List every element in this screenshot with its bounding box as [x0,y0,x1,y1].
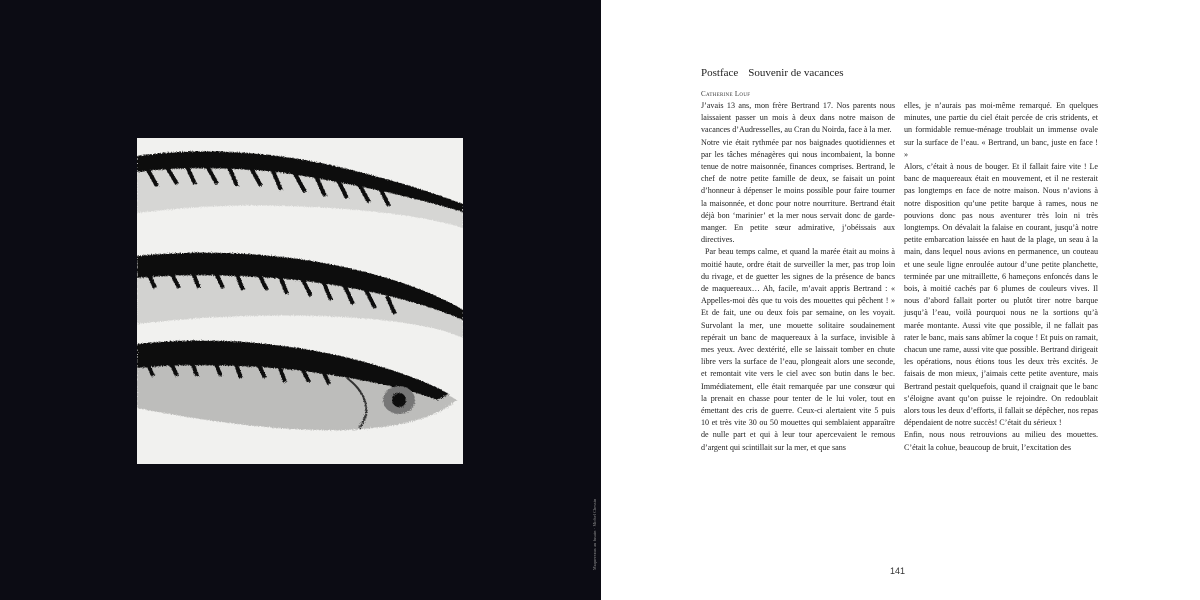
chapter-label: Postface [701,67,739,79]
mackerel-charcoal-drawing [137,138,463,464]
paragraph: Par beau temps calme, et quand la marée était au moins à moitié haute, ordre était de surveiller la mer, pas trop loin du rivage, et de guetter les signes de la présence de bancs de maquereaux… Ah, facile, m’avait appris Bertrand : « Appelles-moi dès que tu vois des mouettes qui pêchent ! » Et de fait, une ou deux fois par semaine, on les voyait. Survolant la mer, une mouette solitaire soudainement repérait un banc de maquereaux à la surface, invisible à mes yeux. Avec dextérité, elle se laissait tomber en chute libre vers la surface de l’eau, plongeait alors une seconde, et remontait vite vers le ciel avec son butin dans le bec. Immédiatement, elle était remarquée par une consœur qui la prenait en chasse pour tenter de le lui voler, tout en émettant des cris de guerre. Ceux-ci alertaient vite 5 puis 10 et très vite 30 ou 50 mouettes qui semblaient apparaître de nulle part et qui à leur tour apercevaient le remous d’argent qui scintillait sur la mer, et que sans [701,247,895,452]
photo-credit-caption: Maquereaux au fusain · Michel Chessin [592,498,597,570]
paragraph: Enfin, nous nous retrouvions au milieu des mouettes. C’était la cohue, beaucoup de bruit, l’excitation des [904,430,1098,452]
chapter-heading [701,67,844,79]
author-name: Catherine Louf [701,90,751,98]
paragraph: J’avais 13 ans, mon frère Bertrand 17. Nos parents nous laissaient passer un mois à deux dans notre maison de vacances d’Audresselles, au Cran du Noirda, face à la mer. [701,101,895,135]
text-column-left [701,100,895,454]
paragraph: Notre vie était rythmée par nos baignades quotidiennes et par les tâches ménagères qui nous incombaient, la bonne tenue de notre maisonnée, finances comprises. Bertrand, le chef de notre petite famille de deux, se faisait un point d’honneur à dépenser le moins possible pour faire tourner la maisonnée, et donc pour notre nourriture. Bertrand était déjà bon ‘marinier’ et la mer nous servait donc de garde-manger. En petite sœur admirative, j’obéissais aux directives. [701,137,895,245]
chapter-title: Souvenir de vacances [748,67,844,79]
page-number: 141 [890,566,906,576]
paragraph: elles, je n’aurais pas moi-même remarqué. En quelques minutes, une partie du ciel était percée de cris stridents, et un formidable remue-ménage troublait un immense ovale sur la surface de l’eau. « Bertrand, un banc, juste en face ! » [904,101,1098,159]
text-column-right [904,100,1098,454]
right-page [601,0,1200,600]
fish-artwork-image [137,138,463,464]
paragraph: Alors, c’était à nous de bouger. Et il fallait faire vite ! Le banc de maquereaux était en mouvement, et il ne resterait pas longtemps en face de notre maison. Nous n’avions à notre disposition qu’une petite barque à rames, nous ne pouvions donc pas nous aventurer très loin ni très longtemps. On dévalait la falaise en courant, jusqu’à notre petite embarcation laissée en haut de la plage, un seau à la main, dans lequel nous avions en permanence, un couteau et une seule ligne enroulée autour d’une petite planchette, terminée par une mitraillette, 6 hameçons enfoncés dans le bois, à moitié cachés par 6 plumes de couleurs vives. Il nous d’abord fallait porter ou plutôt tirer notre barque jusqu’à l’eau, voilà pourquoi nous ne la sortions qu’à marée montante. Aussi vite que possible, il ne fallait pas rater le banc, mais sans abîmer la coque ! Et puis on ramait, chacun une rame, aussi vite que possible. Bertrand dirigeait les opérations, nous étions tous les deux très excités. Je faisais de mon mieux, j’aimais cette petite aventure, mais Bertrand pestait quelquefois, quand il craignait que le banc s’éloigne avant qu’on puisse le rejoindre. On redoublait alors tous les deux d’efforts, il fallait se dépêcher, nos repas dépendaient de notre succès! C’était du sérieux ! [904,162,1098,428]
